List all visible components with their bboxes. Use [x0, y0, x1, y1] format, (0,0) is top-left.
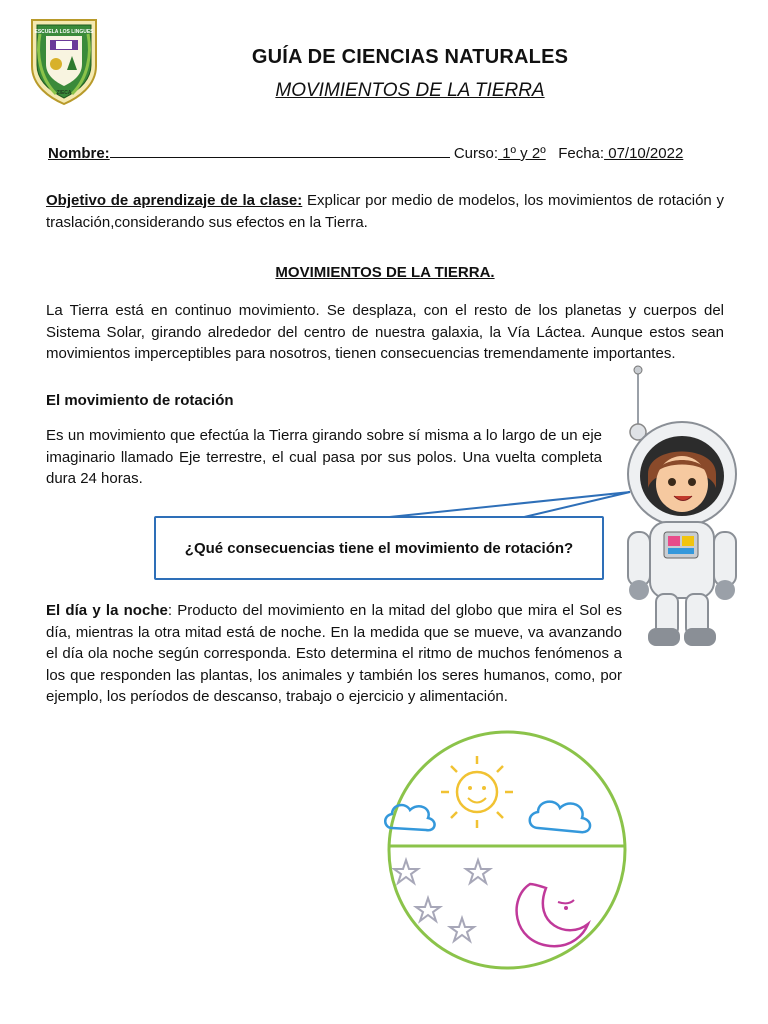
star-icon — [394, 860, 418, 883]
name-label: Nombre: — [48, 145, 110, 162]
sun-icon — [441, 756, 513, 828]
question-callout — [154, 516, 604, 580]
cloud-icon — [530, 802, 590, 833]
page-subtitle: MOVIMIENTOS DE LA TIERRA — [275, 80, 545, 101]
rotation-paragraph: Es un movimiento que efectúa la Tierra girando sobre sí misma a lo largo de un eje imaginario llamado Eje terrestre, el cual pasa por sus polos. Una vuelta completa dura 24 horas. — [46, 427, 602, 487]
course-label: Curso: — [453, 145, 499, 162]
star-icon — [416, 898, 440, 921]
astronaut-illustration — [620, 362, 744, 652]
date-label: Fecha: — [558, 145, 605, 162]
day-night-paragraph — [46, 600, 622, 708]
star-icon — [450, 918, 474, 941]
question-text: ¿Qué consecuencias tiene el movimiento de rotación? — [184, 539, 574, 557]
name-field[interactable] — [110, 144, 450, 158]
course-value: 1º y 2º — [498, 145, 546, 162]
objective-label: Objetivo de aprendizaje de la clase: — [46, 192, 303, 209]
moon-icon — [517, 884, 588, 946]
section-title: MOVIMIENTOS DE LA TIERRA. — [275, 264, 495, 281]
rotation-heading: El movimiento de rotación — [46, 392, 234, 409]
day-night-text: : Producto del movimiento en la mitad del globo que mira el Sol es día, mientras la otra mitad está de noche. En la medida que se mueve, va avanzando el día ola noche según corresponda. Esto determina el ritmo de muchos fenómenos a los que responden las plantas, los animales y también los seres humanos, como, por ejemplo, los períodos de descanso, trabajo o ejercicio y alimentación. — [46, 602, 622, 705]
day-night-label: El día y la noche — [46, 602, 168, 619]
page-title: GUÍA DE CIENCIAS NATURALES — [251, 46, 569, 68]
date-value: 07/10/2022 — [604, 145, 684, 162]
svg-text:ESCUELA LOS LINGUES: ESCUELA LOS LINGUES — [34, 29, 94, 35]
objective-text: Explicar por medio de modelos, los movimientos de rotación y traslación,considerando sus efectos en la Tierra. — [46, 192, 724, 231]
student-info-row — [48, 144, 728, 162]
star-icon — [466, 860, 490, 883]
day-night-illustration — [362, 728, 652, 974]
intro-paragraph: La Tierra está en continuo movimiento. Se desplaza, con el resto de los planetas y cuerpos del Sistema Solar, girando alrededor del centro de nuestra galaxia, la Vía Láctea. Aunque estos sean movimientos imperceptibles para nosotros, tienen consecuencias tremendamente importantes. — [46, 302, 724, 362]
objective-paragraph — [46, 190, 724, 233]
school-logo — [26, 14, 102, 106]
svg-text:ZIECA: ZIECA — [56, 90, 72, 96]
